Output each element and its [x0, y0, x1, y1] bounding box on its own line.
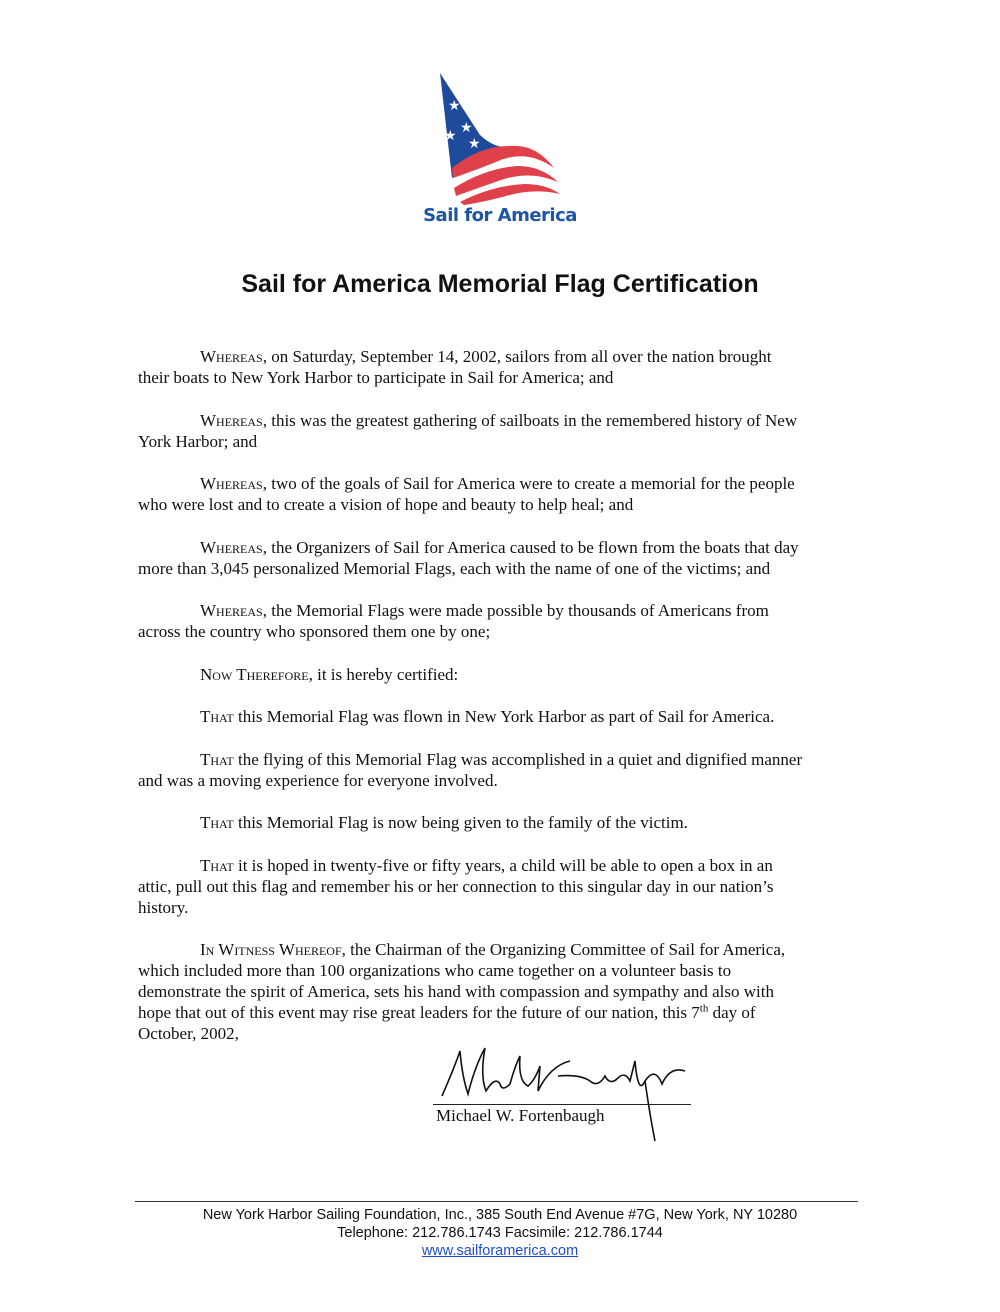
- text-line: [138, 770, 868, 791]
- text-line: [138, 981, 868, 1002]
- text-line: [138, 664, 868, 685]
- text-line: [138, 960, 868, 981]
- text-line: [138, 473, 868, 494]
- signatory-name: Michael W. Fortenbaugh: [436, 1106, 605, 1125]
- footer-address: New York Harbor Sailing Foundation, Inc., 385 South End Avenue #7G, New York, NY 10280: [202, 1207, 798, 1223]
- line-text: this Memorial Flag is now being given to the family of the victim.: [233, 813, 688, 832]
- sail-flag-logo: [436, 70, 566, 205]
- text-line: [138, 876, 868, 897]
- lead-word: Whereas: [200, 410, 263, 430]
- line-text: , the Organizers of Sail for America caused to be flown from the boats that day: [262, 537, 799, 557]
- line-text: their boats to New York Harbor to participate in Sail for America; and: [138, 368, 614, 387]
- text-line: [138, 749, 868, 770]
- paragraph: [138, 664, 868, 685]
- line-text: across the country who sponsored them one by one;: [138, 622, 491, 641]
- line-text: which included more than 100 organizations who came together on a volunteer basis to: [138, 961, 732, 980]
- page-title: Sail for America Memorial Flag Certification: [241, 270, 759, 298]
- footer-phone: Telephone: 212.786.1743 Facsimile: 212.786.1744: [337, 1225, 663, 1241]
- paragraph: [138, 749, 868, 791]
- text-line: [138, 558, 868, 579]
- paragraph: [138, 812, 868, 833]
- certificate-body: [138, 346, 868, 1066]
- text-line: [138, 855, 868, 876]
- line-text: , on Saturday, September 14, 2002, sailors from all over the nation brought: [262, 347, 772, 366]
- line-text: this Memorial Flag was flown in New York Harbor as part of Sail for America.: [233, 707, 775, 726]
- lead-word: In Witness Whereof: [200, 940, 342, 959]
- brand-name: Sail for America: [423, 205, 577, 226]
- paragraph: [138, 473, 868, 515]
- line-text: it is hoped in twenty-five or fifty years, a child will be able to open a box in an: [233, 855, 773, 875]
- paragraph: [138, 855, 868, 918]
- line-text: hope that out of this event may rise great leaders for the future of our nation, this 7: [138, 1003, 700, 1022]
- text-line: [138, 431, 868, 452]
- text-line: [138, 897, 868, 918]
- handwritten-signature: [440, 1036, 700, 1146]
- line-text: , two of the goals of Sail for America were to create a memorial for the people: [262, 474, 795, 493]
- line-text: demonstrate the spirit of America, sets his hand with compassion and sympathy and also with: [138, 982, 774, 1001]
- text-line: [138, 706, 868, 727]
- footer: [0, 1206, 1000, 1260]
- text-line: [138, 600, 868, 621]
- lead-word: Whereas: [200, 601, 263, 620]
- text-line: [138, 410, 868, 431]
- line-text: more than 3,045 personalized Memorial Flags, each with the name of one of the victims; and: [138, 558, 771, 578]
- lead-word: That: [200, 707, 234, 726]
- text-line: [138, 346, 868, 367]
- line-text: , the Chairman of the Organizing Committee of Sail for America,: [341, 940, 786, 959]
- lead-word: That: [200, 855, 234, 875]
- paragraph: [138, 410, 868, 452]
- paragraph: [138, 939, 868, 1044]
- lead-word: That: [200, 813, 234, 832]
- paragraph: [138, 600, 868, 642]
- svg-text:★: ★: [448, 98, 461, 114]
- paragraph: [138, 706, 868, 727]
- lead-word: Now Therefore: [200, 664, 309, 684]
- text-line: [138, 1002, 868, 1023]
- text-line: [138, 494, 868, 515]
- line-text: , this was the greatest gathering of sailboats in the remembered history of New: [262, 410, 798, 430]
- paragraph: [138, 537, 868, 579]
- svg-text:★: ★: [468, 136, 481, 152]
- lead-word: Whereas: [200, 474, 263, 493]
- line-text: attic, pull out this flag and remember his or her connection to this singular day in our nation’s: [138, 876, 774, 896]
- svg-text:★: ★: [444, 128, 457, 144]
- lead-word: Whereas: [200, 347, 263, 366]
- line-text: York Harbor; and: [138, 431, 258, 451]
- line-text: history.: [138, 897, 189, 917]
- text-line: [138, 939, 868, 960]
- line-text: day of: [708, 1003, 756, 1022]
- line-text: , the Memorial Flags were made possible by thousands of Americans from: [262, 601, 769, 620]
- text-line: [138, 621, 868, 642]
- text-line: [138, 812, 868, 833]
- line-text: , it is hereby certified:: [308, 664, 459, 684]
- ordinal-suffix: th: [699, 1002, 709, 1015]
- footer-divider: [135, 1201, 858, 1202]
- lead-word: Whereas: [200, 537, 263, 557]
- line-text: who were lost and to create a vision of hope and beauty to help heal; and: [138, 495, 634, 514]
- line-text: October, 2002,: [138, 1024, 239, 1043]
- lead-word: That: [200, 749, 234, 769]
- paragraph: [138, 346, 868, 388]
- signature-line: [433, 1104, 691, 1105]
- website-link[interactable]: www.sailforamerica.com: [421, 1243, 579, 1259]
- text-line: [138, 537, 868, 558]
- line-text: the flying of this Memorial Flag was accomplished in a quiet and dignified manner: [233, 749, 803, 769]
- svg-text:★: ★: [460, 120, 473, 136]
- line-text: and was a moving experience for everyone involved.: [138, 770, 498, 790]
- text-line: [138, 367, 868, 388]
